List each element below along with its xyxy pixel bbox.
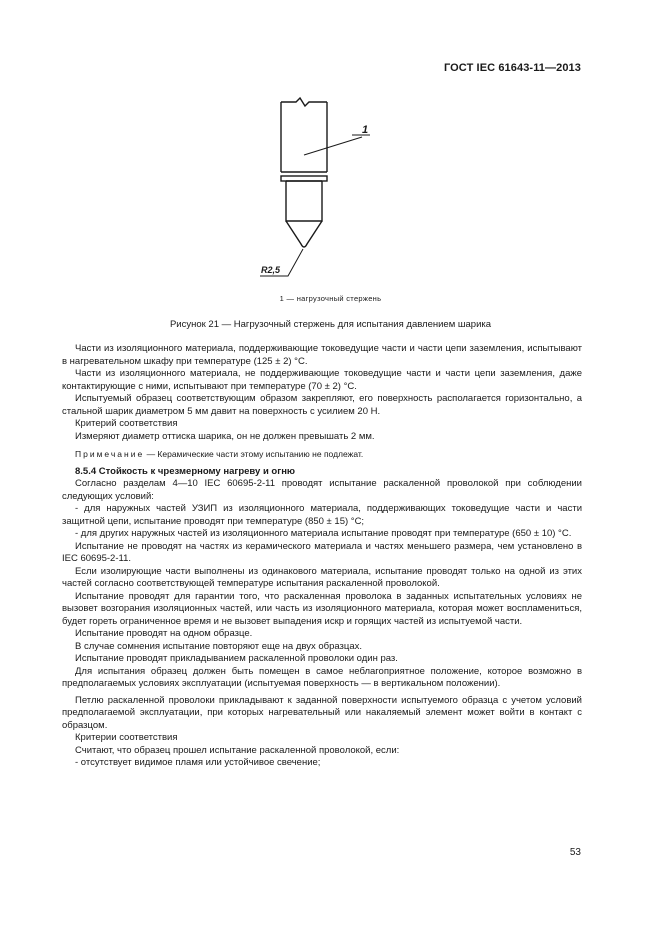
radius-label: R2,5 [261,265,281,275]
paragraph: - отсутствует видимое пламя или устойчивое свечение; [75,757,321,768]
document-header: ГОСТ IEC 61643-11—2013 [443,62,581,74]
paragraph: Части из изоляционного материала, не поддерживающие токоведущие части и части цепи заземления, даже контактирующие с ними, испытывают при температуре (70 ± 2) °С. [62,368,582,392]
page-number: 53 [569,847,581,858]
rod-collar [281,176,327,181]
paragraph: Критерий соответствия [75,418,178,429]
paragraph: Считают, что образец прошел испытание раскаленной проволокой, если: [75,744,400,756]
paragraph: Измеряют диаметр оттиска шарика, он не должен превышать 2 мм. [75,430,375,442]
paragraph: Если изолирующие части выполнены из одинакового материала, испытание проводят только на одной из этих частей согласно соответствующей температуре испытания раскаленной проволокой. [62,565,582,589]
callout-label: 1 [362,124,369,136]
paragraph: - для других наружных частей из изоляционного материала испытание проводят при температуре (650 ± 10) °С. [75,528,572,539]
paragraph: - для наружных частей УЗИП из изоляционного материала, поддерживающих токоведущие части и части защитной цепи, испытание проводят при температуре (850 ± 15) °С; [62,503,582,527]
paragraph: Части из изоляционного материала, поддерживающие токоведущие части и части цепи заземления, испытывают в нагревательном шкафу при температуре (125 ± 2) °С. [62,343,582,367]
paragraph: Испытание не проводят на частях из керамического материала и частях меньшего размера, чем установлено в IEC 60695-2-11. [62,540,582,564]
paragraph: В случае сомнения испытание повторяют еще на двух образцах. [75,640,363,652]
paragraph: Испытание проводят для гарантии того, что раскаленная проволока в заданных испытательных условиях не вызовет возгорания изоляционных частей, или часть из изоляционного материала, которая может воспламениться, будет гореть ограниченное время и не вызовет выпадения искр и горящих частей из испытуемой части. [62,590,582,627]
paragraph: Испытание проводят на одном образце. [75,628,253,639]
paragraph: Петлю раскаленной проволоки прикладывают к заданной поверхности испытуемого образца с учетом условий предполагаемой эксплуатации, при которых нагревательный или накаляемый элемент может войти в контакт с образцом. [62,694,582,731]
note-text: — Керамические части этому испытанию не подлежат. [144,449,364,459]
paragraph: Согласно разделам 4—10 IEC 60695-2-11 проводят испытание раскаленной проволокой при соблюдении следующих условий: [62,478,582,502]
paragraph: Критерии соответствия [75,732,178,743]
note-label: Примечание [75,449,145,459]
document-body [62,343,582,770]
rod-taper [286,181,322,221]
figure-key: 1 — нагрузочный стержень [279,294,382,303]
paragraph: Испытание проводят прикладыванием раскаленной проволоки один раз. [75,653,398,664]
paragraph: Испытуемый образец соответствующим образом закрепляют, его поверхность располагается горизонтально, а стальной шарик диаметром 5 мм давит на поверхность с усилием 20 Н. [62,393,582,417]
rod-tip [286,221,322,247]
rod-break-line [281,98,327,106]
loading-rod-figure [0,0,661,300]
callout-leader [304,137,362,155]
section-heading: 8.5.4 Стойкость к чрезмерному нагреву и огню [75,465,296,477]
note [62,448,582,461]
figure-caption: Рисунок 21 — Нагрузочный стержень для испытания давлением шарика [169,319,492,330]
paragraph: Для испытания образец должен быть помещен в самое неблагоприятное положение, которое возможно в предполагаемых условиях эксплуатации (испытуемая поверхность — в вертикальном положении). [62,665,582,689]
